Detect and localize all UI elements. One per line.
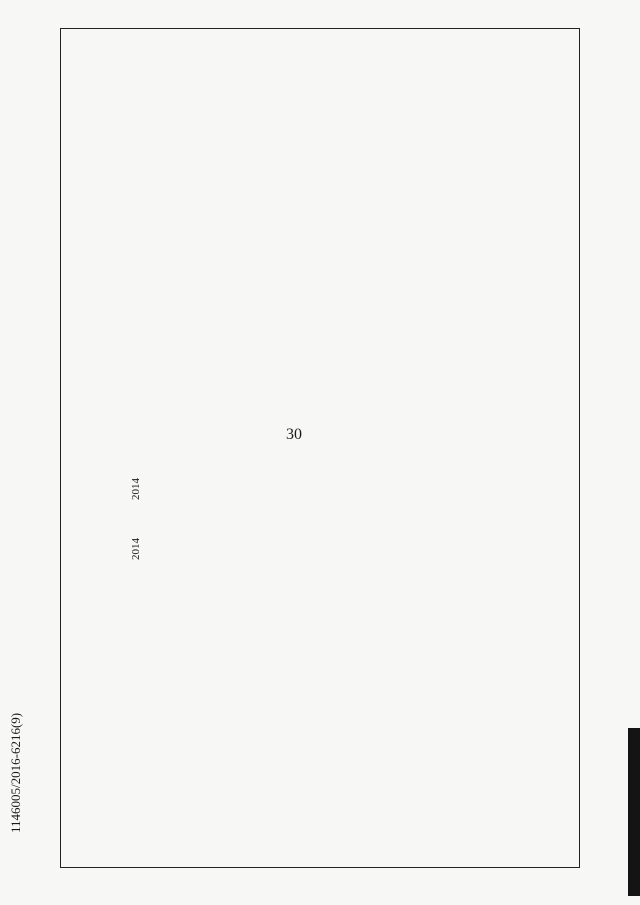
year-start: 2014 <box>130 538 142 560</box>
page-number: 30 <box>286 426 302 443</box>
table-frame <box>60 28 580 868</box>
year-end: 2014 <box>130 478 142 500</box>
margin-mark <box>628 728 640 896</box>
document-reference: 1146005/2016-6216(9) <box>8 712 23 833</box>
